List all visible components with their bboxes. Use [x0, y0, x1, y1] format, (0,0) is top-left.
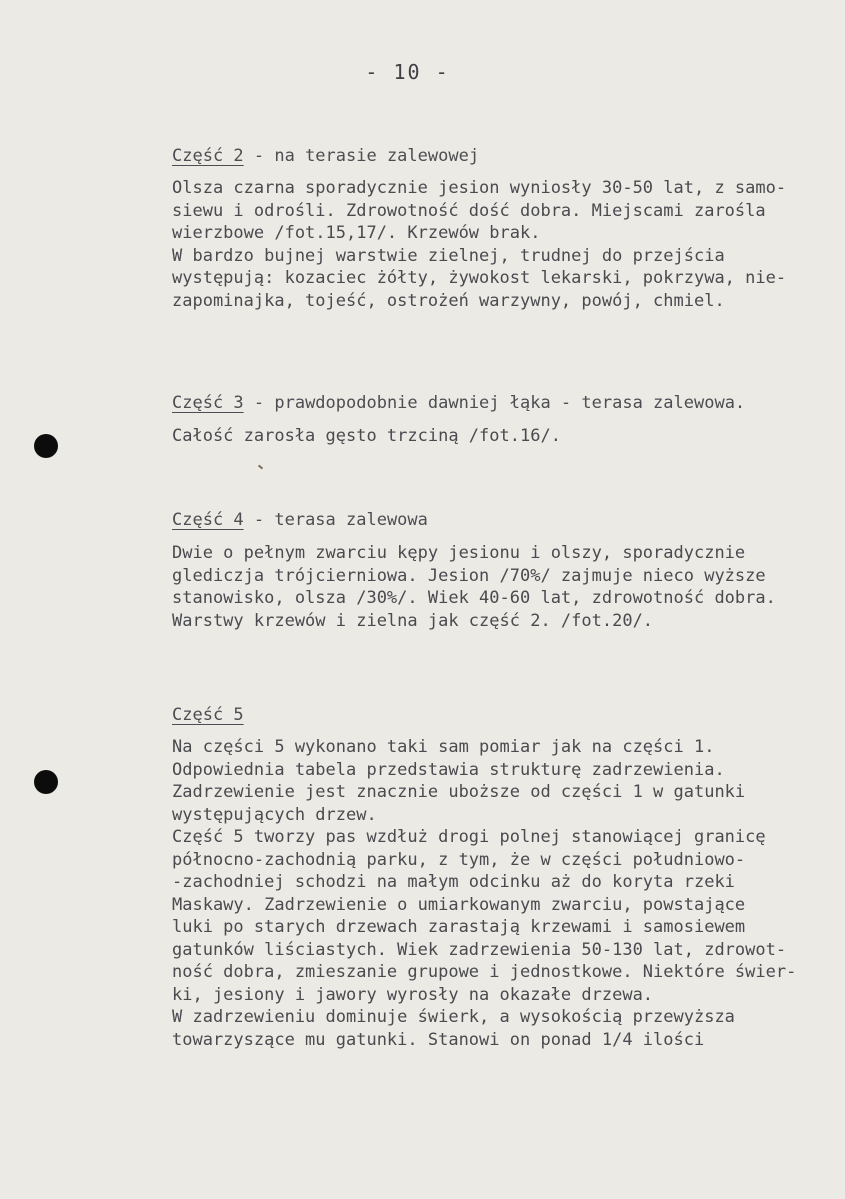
text-line: Odpowiednia tabela przedstawia strukturę zadrzewienia.	[172, 759, 725, 780]
page-number: - 10 -	[365, 60, 450, 84]
section-2-body	[172, 177, 822, 312]
text-line: Warstwy krzewów i zielna jak część 2. /fot.20/.	[172, 610, 654, 631]
text-line: Część 5 tworzy pas wzdłuż drogi polnej stanowiącej granicę	[172, 827, 766, 847]
text-line: W bardzo bujnej warstwie zielnej, trudnej do przejścia	[172, 245, 725, 266]
text-line: występują: kozaciec żółty, żywokost lekarski, pokrzywa, nie-	[172, 268, 787, 288]
text-line: gatunków liściastych. Wiek zadrzewienia 50-130 lat, zdrowot-	[172, 939, 787, 960]
section-heading-label: Część 5	[172, 705, 244, 725]
section-heading-text: - na terasie zalewowej	[243, 146, 480, 166]
text-line: Na części 5 wykonano taki sam pomiar jak na części 1.	[172, 737, 715, 757]
section-3-body	[172, 425, 822, 448]
section-heading-5	[172, 705, 244, 725]
text-line: wierzbowe /fot.15,17/. Krzewów brak.	[172, 223, 541, 243]
text-line: Dwie o pełnym zwarciu kępy jesionu i olszy, sporadycznie	[172, 543, 746, 563]
ink-speck	[258, 465, 263, 470]
text-line: Olsza czarna sporadycznie jesion wyniosły 30-50 lat, z samo-	[172, 178, 787, 198]
text-line: ność dobra, zmieszanie grupowe i jednostkowe. Niektóre świer-	[172, 962, 797, 982]
text-line: zapominajka, tojeść, ostrożeń warzywny, powój, chmiel.	[172, 290, 725, 311]
text-line: glediczja trójcierniowa. Jesion /70%/ zajmuje nieco wyższe	[172, 565, 766, 586]
text-line: Zadrzewienie jest znacznie uboższe od części 1 w gatunki	[172, 782, 746, 802]
text-line: ki, jesiony i jawory wyrosły na okazałe drzewa.	[172, 984, 654, 1005]
text-line: występujących drzew.	[172, 804, 377, 825]
text-line: siewu i odrośli. Zdrowotność dość dobra. Miejscami zarośla	[172, 200, 766, 221]
section-heading-4	[172, 510, 428, 530]
text-line: Całość zarosła gęsto trzciną /fot.16/.	[172, 426, 561, 446]
text-line: północno-zachodnią parku, z tym, że w części południowo-	[172, 849, 746, 870]
text-line: W zadrzewieniu dominuje świerk, a wysokością przewyższa	[172, 1007, 735, 1027]
text-line: Maskawy. Zadrzewienie o umiarkowanym zwarciu, powstające	[172, 894, 746, 915]
punch-hole-upper	[34, 434, 58, 458]
section-heading-label: Część 3	[172, 393, 244, 413]
section-5-body	[172, 736, 822, 1051]
text-line: luki po starych drzewach zarastają krzewami i samosiewem	[172, 917, 746, 937]
punch-hole-lower	[34, 770, 58, 794]
section-heading-text: - terasa zalewowa	[243, 510, 428, 530]
section-heading-2	[172, 146, 479, 166]
section-heading-label: Część 2	[172, 146, 244, 166]
text-line: -zachodniej schodzi na małym odcinku aż do koryta rzeki	[172, 872, 735, 892]
text-line: towarzyszące mu gatunki. Stanowi on ponad 1/4 ilości	[172, 1029, 705, 1050]
text-line: stanowisko, olsza /30%/. Wiek 40-60 lat, zdrowotność dobra.	[172, 588, 776, 608]
section-4-body	[172, 542, 822, 632]
section-heading-label: Część 4	[172, 510, 244, 530]
section-heading-3	[172, 393, 745, 413]
section-heading-text: - prawdopodobnie dawniej łąka - terasa zalewowa.	[243, 393, 746, 413]
